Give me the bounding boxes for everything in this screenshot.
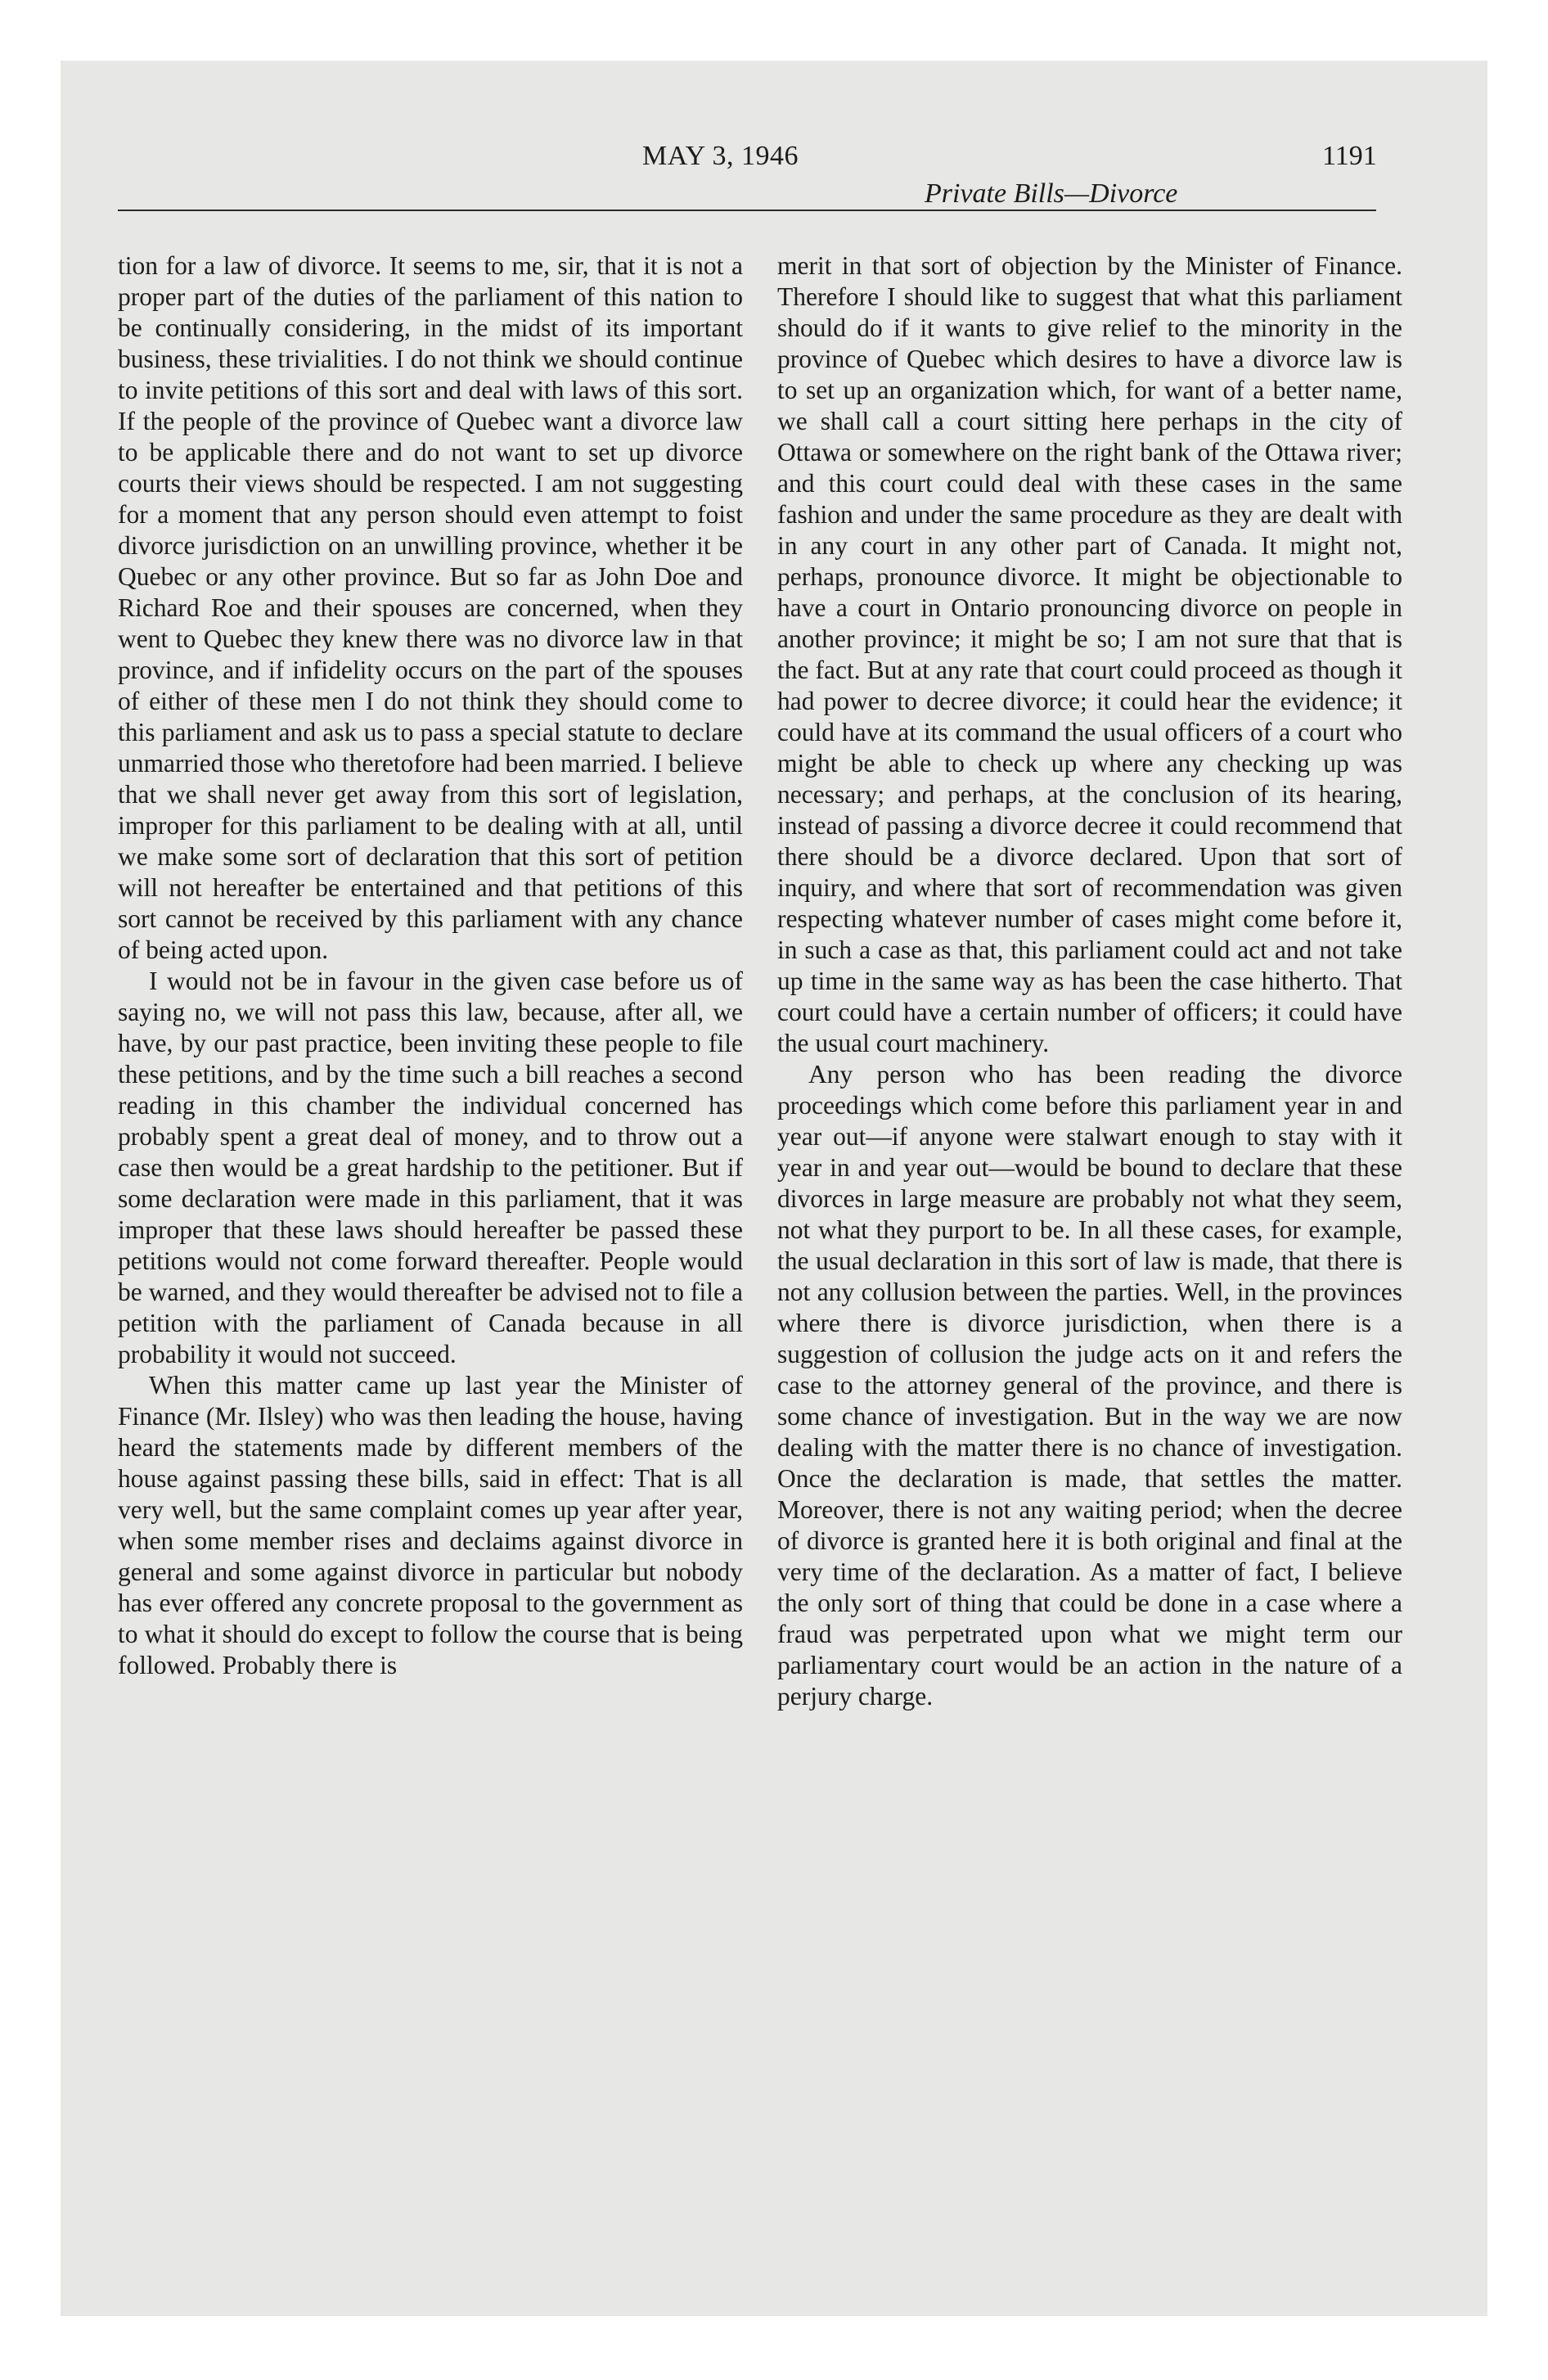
section-title: Private Bills—Divorce bbox=[925, 178, 1178, 209]
page-number: 1191 bbox=[1322, 141, 1377, 171]
right-paragraph-2: Any person who has been reading the divorce proceedings which come before this parliament year in and year out—if anyone were stalwart enough to stay with it year in and year out—would be bound to declare that these divorces in large measure are probably not what they seem, not what they purport to be. In all these cases, for example, the usual declaration in this sort of law is made, that there is not any collusion between the parties. Well, in the provinces where there is divorce jurisdiction, when there is a suggestion of collusion the judge acts on it and refers the case to the attorney general of the province, and there is some chance of investigation. But in the way we are now dealing with the matter there is no chance of investigation. Once the declaration is made, that settles the matter. Moreover, there is not any waiting period; when the decree of divorce is granted here it is both original and final at the very time of the declaration. As a matter of fact, I believe the only sort of thing that could be done in a case where a fraud was perpetrated upon what we might term our parliamentary court would be an action in the nature of a perjury charge. bbox=[777, 1060, 1402, 1711]
left-column bbox=[118, 250, 743, 1681]
header-divider bbox=[118, 210, 1376, 211]
page-date: MAY 3, 1946 bbox=[642, 141, 799, 171]
right-column bbox=[777, 250, 1402, 1712]
left-paragraph-3: When this matter came up last year the Minister of Finance (Mr. Ilsley) who was then leading the house, having heard the statements made by different members of the house against passing these bills, said in effect: That is all very well, but the same complaint comes up year after year, when some member rises and declaims against divorce in general and some against divorce in particular but nobody has ever offered any concrete proposal to the government as to what it should do except to follow the course that is being followed. Probably there is bbox=[118, 1371, 743, 1679]
right-paragraph-1: merit in that sort of objection by the Minister of Finance. Therefore I should like to suggest that what this parliament should do if it wants to give relief to the minority in the province of Quebec which desires to have a divorce law is to set up an organization which, for want of a better name, we shall call a court sitting here perhaps in the city of Ottawa or somewhere on the right bank of the Ottawa river; and this court could deal with these cases in the same fashion and under the same procedure as they are dealt with in any court in any other part of Canada. It might not, perhaps, pronounce divorce. It might be objectionable to have a court in Ontario pronouncing divorce on people in another province; it might be so; I am not sure that that is the fact. But at any rate that court could proceed as though it had power to decree divorce; it could hear the evidence; it could have at its command the usual officers of a court who might be able to check up where any checking up was necessary; and perhaps, at the conclusion of its hearing, instead of passing a divorce decree it could recommend that there should be a divorce declared. Upon that sort of inquiry, and where that sort of recommendation was given respecting whatever number of cases might come before it, in such a case as that, this parliament could act and not take up time in the same way as has been the case hitherto. That court could have a certain number of officers; it could have the usual court machinery. bbox=[777, 251, 1402, 1057]
left-paragraph-2: I would not be in favour in the given case before us of saying no, we will not pass this law, because, after all, we have, by our past practice, been inviting these people to file these petitions, and by the time such a bill reaches a second reading in this chamber the individual concerned has probably spent a great deal of money, and to throw out a case then would be a great hardship to the petitioner. But if some declaration were made in this parliament, that it was improper that these laws should hereafter be passed these petitions would not come forward thereafter. People would be warned, and they would thereafter be advised not to file a petition with the parliament of Canada because in all probability it would not succeed. bbox=[118, 967, 743, 1368]
left-paragraph-1: tion for a law of divorce. It seems to me, sir, that it is not a proper part of the duties of the parliament of this nation to be continually considering, in the midst of its important business, these trivialities. I do not think we should continue to invite petitions of this sort and deal with laws of this sort. If the people of the province of Quebec want a divorce law to be applicable there and do not want to set up divorce courts their views should be respected. I am not suggesting for a moment that any person should even attempt to foist divorce jurisdiction on an unwilling province, whether it be Quebec or any other province. But so far as John Doe and Richard Roe and their spouses are concerned, when they went to Quebec they knew there was no divorce law in that province, and if infidelity occurs on the part of the spouses of either of these men I do not think they should come to this parliament and ask us to pass a special statute to declare unmarried those who theretofore had been married. I believe that we shall never get away from this sort of legislation, improper for this parliament to be dealing with at all, until we make some sort of declaration that this sort of petition will not hereafter be entertained and that petitions of this sort cannot be received by this parliament with any chance of being acted upon. bbox=[118, 251, 743, 964]
